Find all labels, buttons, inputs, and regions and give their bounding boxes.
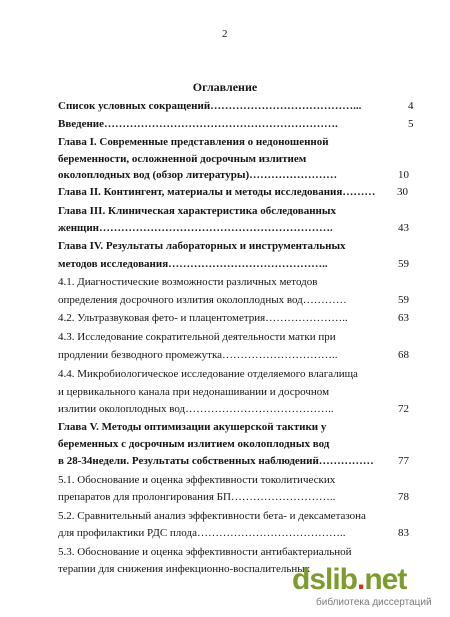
toc-entry-line: 5.1. Обоснование и оценка эффективности токолитических <box>58 474 336 486</box>
toc-entry-line: Глава III. Клиническая характеристика обследованных <box>58 205 336 217</box>
toc-entry-page: 59 <box>398 294 409 306</box>
toc-entry-line: определения досрочного излития околоплодных вод………… <box>58 294 347 306</box>
toc-entry-line: 4.3. Исследование сократительной деятельности матки при <box>58 331 336 343</box>
page-number: 2 <box>222 28 228 40</box>
dslib-logo[interactable] <box>292 565 432 608</box>
toc-entry-line: Глава I. Современные представления о недоношенной <box>58 136 329 148</box>
toc-title: Оглавление <box>192 80 258 94</box>
toc-entry-line: 4.1. Диагностические возможности различных методов <box>58 276 318 288</box>
toc-entry-page: 4 <box>408 100 414 112</box>
toc-entry-page: 72 <box>398 403 409 415</box>
toc-entry-page: 5 <box>408 118 414 130</box>
toc-entry-line: 5.2. Сравнительный анализ эффективности бета- и дексаметазона <box>58 510 366 522</box>
toc-entry-page: 59 <box>398 258 409 270</box>
toc-entry-line: для профилактики РДС плода………………………………….. <box>58 527 346 539</box>
toc-entry-line: и цервикального канала при недонашивании и досрочном <box>58 386 330 398</box>
toc-entry-line: беременных с досрочным излитием околоплодных вод <box>58 438 330 450</box>
toc-entry-line: методов исследования…………………………………….. <box>58 258 328 270</box>
toc-entry-line: Глава V. Методы оптимизации акушерской тактики у <box>58 421 327 433</box>
toc-entry-page: 10 <box>398 169 409 181</box>
toc-entry-line: Глава IV. Результаты лабораторных и инструментальных <box>58 240 346 252</box>
toc-entry-line: Глава II. Контингент, материалы и методы исследования……… <box>58 186 376 198</box>
toc-entry-line: в 28-34недели. Результаты собственных наблюдений…………… <box>58 455 374 467</box>
toc-entry-line: препаратов для пролонгирования БП……………………….. <box>58 491 336 503</box>
toc-entry-line: околоплодных вод (обзор литературы)…………………… <box>58 169 338 181</box>
toc-entry-line: беременности, осложненной досрочным излитием <box>58 153 307 165</box>
toc-entry-page: 68 <box>398 349 409 361</box>
logo-main-text: dslib <box>292 563 358 596</box>
toc-entry-line: 4.4. Микробиологическое исследование отделяемого влагалища <box>58 368 358 380</box>
toc-entry-line: излитии околоплодных вод………………………………….. <box>58 403 334 415</box>
toc-entry-page: 78 <box>398 491 409 503</box>
toc-entry-line: Введение………………………………………………………. <box>58 118 338 130</box>
toc-entry-line: 5.3. Обоснование и оценка эффективности антибактериальной <box>58 546 352 558</box>
toc-entry-line: терапии для снижения инфекционно-воспалительных <box>58 563 311 575</box>
toc-entry-page: 83 <box>398 527 409 539</box>
logo-subtitle: библиотека диссертаций <box>316 597 432 608</box>
toc-entry-page: 30 <box>397 186 408 198</box>
toc-entry-page: 43 <box>398 222 409 234</box>
toc-entry-page: 77 <box>398 455 409 467</box>
logo-wordmark <box>292 565 432 595</box>
logo-tld: net <box>364 563 407 596</box>
toc-entry-line: женщин………………………………………………………. <box>58 222 333 234</box>
logo-dot: . <box>357 563 365 596</box>
toc-entry-page: 63 <box>398 312 409 324</box>
toc-entry-line: продлении безводного промежутка………………………….. <box>58 349 338 361</box>
toc-entry-line: Список условных сокращений…………………………………... <box>58 100 362 112</box>
toc-entry-line: 4.2. Ультразвуковая фето- и плацентометрия………………….. <box>58 312 348 324</box>
